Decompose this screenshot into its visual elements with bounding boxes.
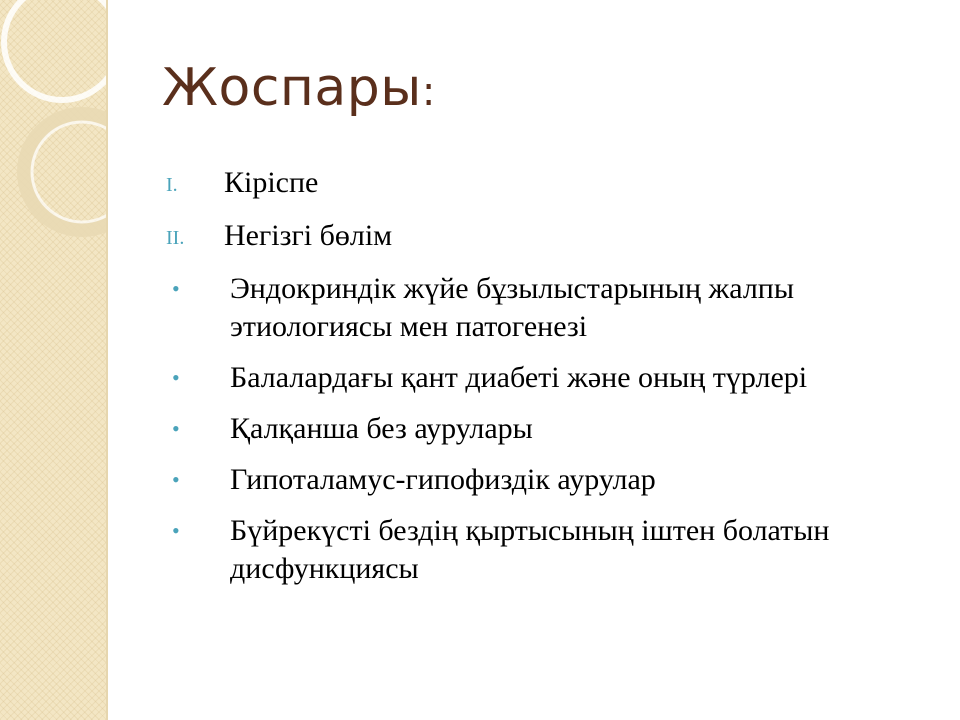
decorative-side-panel [0,0,106,720]
list-item [166,461,946,499]
bullet-icon: • [172,467,180,492]
list-item [166,512,946,588]
list-item-text: Балалардағы қант диабеті және оның түрлері [230,361,808,394]
list-item-text: Негізгі бөлім [224,219,393,252]
decorative-ring-middle [24,114,106,230]
decorative-rings [0,0,106,720]
bullet-icon: • [172,365,180,390]
list-item [166,359,946,397]
list-item [166,164,946,204]
slide-title-text: Жоспары [162,58,422,118]
slide-title-colon: : [421,69,436,115]
roman-numeral-marker: I. [166,174,178,196]
bullet-icon: • [172,276,180,301]
decorative-ring-top [4,0,106,100]
list-item-text: Кіріспе [224,166,319,199]
list-item [166,217,946,257]
list-item [166,270,946,346]
side-panel-edge [106,0,108,720]
list-item-text: Эндокриндік жүйе бұзылыстарының жалпы этиологиясы мен патогенезі [230,272,794,343]
bullet-icon: • [172,416,180,441]
bullet-icon: • [172,518,180,543]
list-item-text: Бүйрекүсті бездің қыртысының іштен болатын дисфункциясы [230,514,830,585]
list-item-text: Гипоталамус-гипофиздік аурулар [230,463,656,496]
slide-content-list [166,164,946,601]
slide-title [162,58,436,118]
list-item-text: Қалқанша без аурулары [230,412,533,445]
roman-numeral-marker: II. [166,227,185,249]
list-item [166,410,946,448]
